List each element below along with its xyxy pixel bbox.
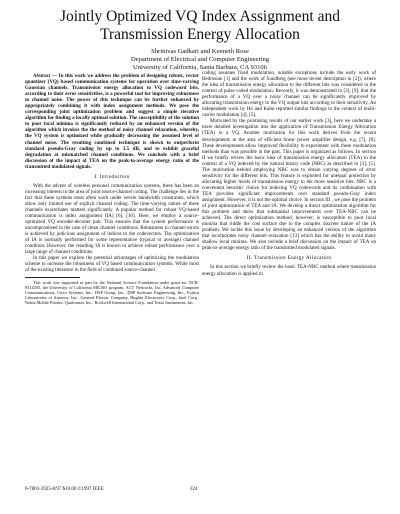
section-2-heading: II. Transmission Energy Allocation [246, 255, 332, 262]
department: Department of Electrical and Computer Engineering [130, 56, 270, 64]
left-column [25, 73, 199, 305]
abstract-label: Abstract [33, 73, 51, 79]
page-number: 324 [190, 487, 198, 492]
section-2-paragraph-1: In this section we briefly review the basic TEA-NBC method where transmission energy allocation is applied in [202, 264, 376, 277]
section-1-heading: I. Introduction [94, 173, 130, 180]
right-paragraph-1: coding assumes fixed modulation, notable exceptions include the early work of Bedrosian [1] and the work of Sundberg (see more recent description in [2]), where the idea of transmission energy allocation to the different bits was considered in the context of pulse coded modulation. Recently, it was demonstrated in [3], [9], that the performance of a VQ over a noisy channel can be significantly improved by allocating transmission energy to the VQ output bits according to their sensitivity. An independent work by Ho and Kahn reported similar findings in the context of multi-carrier modulation [4], [5]. [202, 70, 376, 119]
intro-paragraph-1: With the advent of wireless personal communication systems, there has been an increasing interest in the area of joint source-channel coding. The challenge lies in the fact that these systems must often work under severe bandwidth constraints, which allow only limited use of explicit channel coding. The time-varying nature of these channels exacerbates matters significantly. A popular method for robust VQ-based communication is index assignment (IA) [6], [10]. Here, we employ a source-optimized VQ encoder-decoder pair. This ensures that the system performance is uncompromised in the case of clean channel conditions. Robustness to channel errors is achieved by judicious assignment of indices to the codevectors. The optimization of IA is normally performed for some representative (typical or average) channel condition. However, the resulting IA is known to achieve robust performance over a large range of channel conditions. [25, 182, 199, 256]
paper-title [0, 8, 400, 44]
title-line-2: Transmission Energy Allocation [100, 26, 300, 43]
copyright-footer: 0-7803-3925-8/97 $10.00 ©1997 IEEE [25, 487, 104, 492]
right-column [202, 70, 376, 277]
right-paragraph-2: Motivated by the promising results of our earlier work [3], here we undertake a more detailed investigation into the application of Transmission Energy Allocation (TEA) to a VQ. Another motivation for this work derives from the recent developments in the area of efficient linear power amplifier design, e.g. [7], [8]. These developments allow improved flexibility to experiment with these modulation methods than was possible in the past. This paper is organized as follows. In section II we briefly review the basic idea of transmission energy allocation (TEA) in the context of a VQ indexed by the natural binary code (NBC) as described in [3], [5]. The motivation behind employing NBC was to obtain varying degrees of error sensitivity for the different bits. This feature is exploited for unequal protection by allocating higher levels of transmission energy to the more sensitive bits. NBC is a convenient heuristic choice for indexing VQ codewords and its combination with TEA provides significant improvements over standard pseudo-Gray index assignment. However, it is not the optimal choice. In section III , we pose the problem of joint optimization of TEA and IA. We develop a direct optimization algorithm for this problem and show that substantial improvements over TEA-NBC can be achieved. The direct optimization method, however, is susceptible to poor local minima that riddle the cost surface due to the complex discrete nature of the IA problem. We tackle this issue by developing an enhanced version of the algorithm that incorporates noisy channel relaxation [13] which has the ability to avoid many shallow local minima. We also include a brief discussion on the impact of TEA on peak-to-average energy ratio of the transmitted modulated signals. [202, 118, 377, 252]
title-line-1: Jointly Optimized VQ Index Assignment and [60, 8, 340, 25]
footnote-rule [25, 277, 80, 278]
authors: Shrinivas Gadkari and Kenneth Rose [151, 48, 249, 55]
abstract-text: — In this work we address the problem of designing robust, vector quantizer (VQ) based communication systems for operation over time-varying Gaussian channels. Transmission energy allocation to VQ codeword bits, according to their error sensitivities, is a powerful tool for improving robustness to channel noise. The power of this technique can be further enhanced by appropriately combining it with index assignment methods. We pose the corresponding joint optimization problem and suggest a simple iterative algorithm for finding a locally optimal solution. The susceptibility of the solution to poor local minima is significantly reduced by an enhanced version of the algorithm which invokes the the method of noisy channel relaxation, whereby, the VQ system is optimized while gradually decreasing the assumed level of channel noise. The resulting combined technique is shown to outperform standard pseudo-Gray coding by up to 3.5 dB, and to exhibit graceful degradation at mismatched channel conditions. We conclude with a brief discussion of the impact of TEA on the peak-to-average energy ratio of the transmitted modulated signals. [25, 73, 199, 170]
author-block [0, 48, 400, 73]
footnote: This work was supported in part by the National Science Foundation under grant no. NCR-9314335, the University of California MICRO program, ACT Networks, Inc, Advanced Computer Communications, Cisco Systems, Inc., DSP Group, Inc., DSP Software Engineering, Inc., Fujitsu Laboratories of America, Inc., General Electric Company, Hughes Electronics Corp., Intel Corp., Nokia Mobile Phones, Qualcomm, Inc., Rockwell International Corp., and Texas Instruments, Inc. [25, 279, 199, 305]
university: University of California, Santa Barbara, CA 93106 [132, 64, 268, 72]
abstract [25, 73, 199, 170]
intro-paragraph-2: In this paper we explore the potential advantages of optimizing the modulation scheme to increase the robustness of VQ based communication systems. While most of the existing literature in the field of combined source-channel [25, 255, 199, 274]
